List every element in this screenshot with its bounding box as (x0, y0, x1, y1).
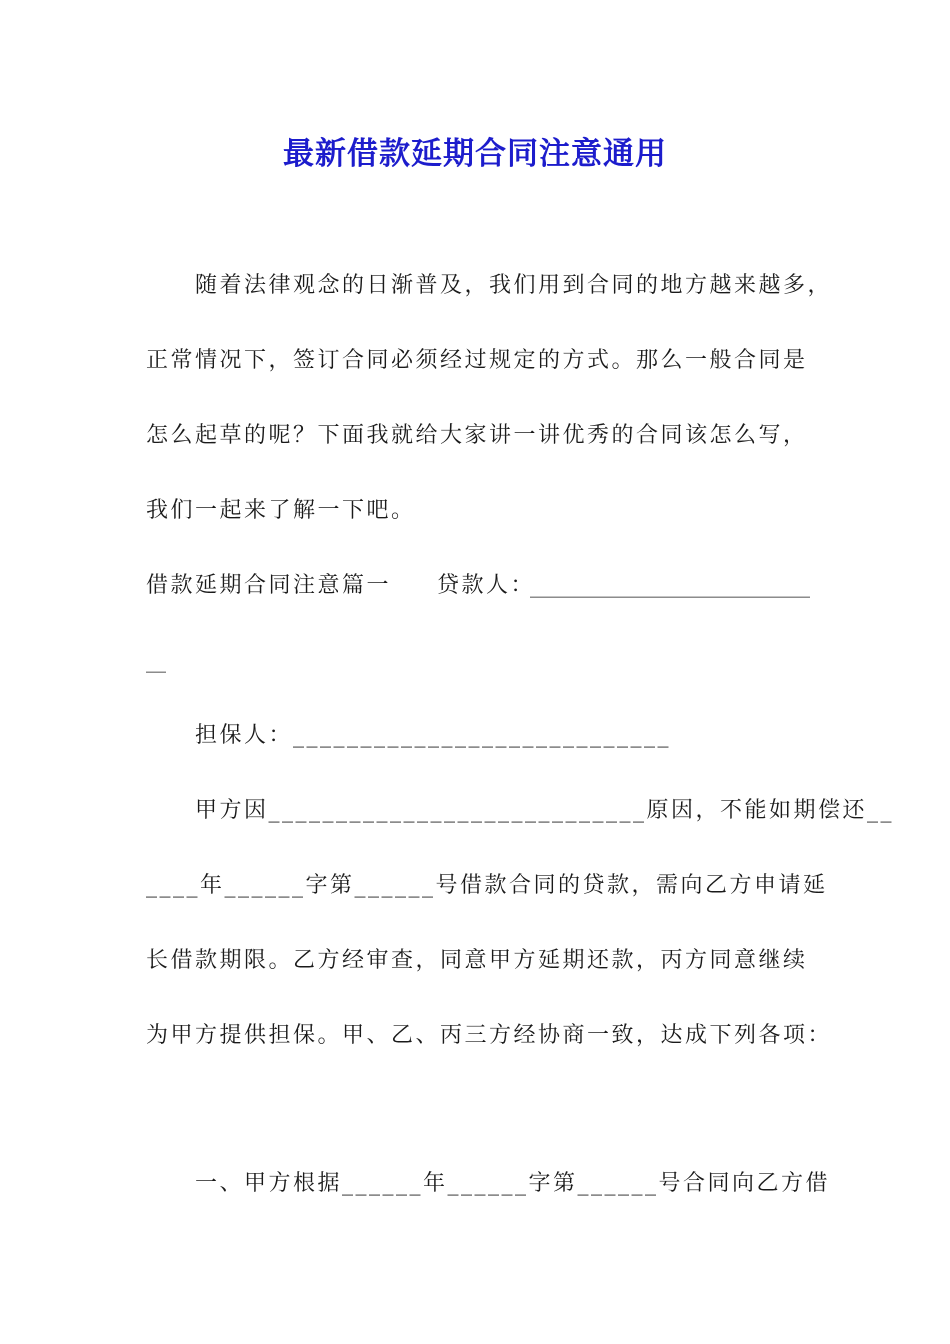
item-one-line: 一、甲方根据______年______字第______号合同向乙方借 (195, 1171, 831, 1196)
clause-line-1: 甲方因____________________________原因，不能如期偿还__ (195, 798, 895, 823)
clause-line-4: 为甲方提供担保。甲、乙、丙三方经协商一致，达成下列各项： (146, 1023, 833, 1048)
intro-line-1: 随着法律观念的日渐普及，我们用到合同的地方越来越多， (195, 273, 833, 298)
section-heading: 借款延期合同注意篇一 (146, 573, 392, 598)
intro-line-4: 我们一起来了解一下吧。 (146, 498, 416, 523)
intro-line-2: 正常情况下，签订合同必须经过规定的方式。那么一般合同是 (146, 348, 808, 373)
guarantor-line: 担保人：____________________________ (195, 723, 672, 748)
lender-blank-continued: __ (146, 649, 166, 673)
lender-label: 贷款人： (437, 573, 536, 598)
document-title: 最新借款延期合同注意通用 (283, 136, 667, 172)
intro-line-3: 怎么起草的呢？下面我就给大家讲一讲优秀的合同该怎么写， (146, 423, 808, 448)
clause-line-3: 长借款期限。乙方经审查，同意甲方延期还款，丙方同意继续 (146, 948, 808, 973)
lender-blank: ____________________________ (530, 574, 810, 598)
clause-line-2: ____年______字第______号借款合同的贷款，需向乙方申请延 (146, 873, 828, 898)
